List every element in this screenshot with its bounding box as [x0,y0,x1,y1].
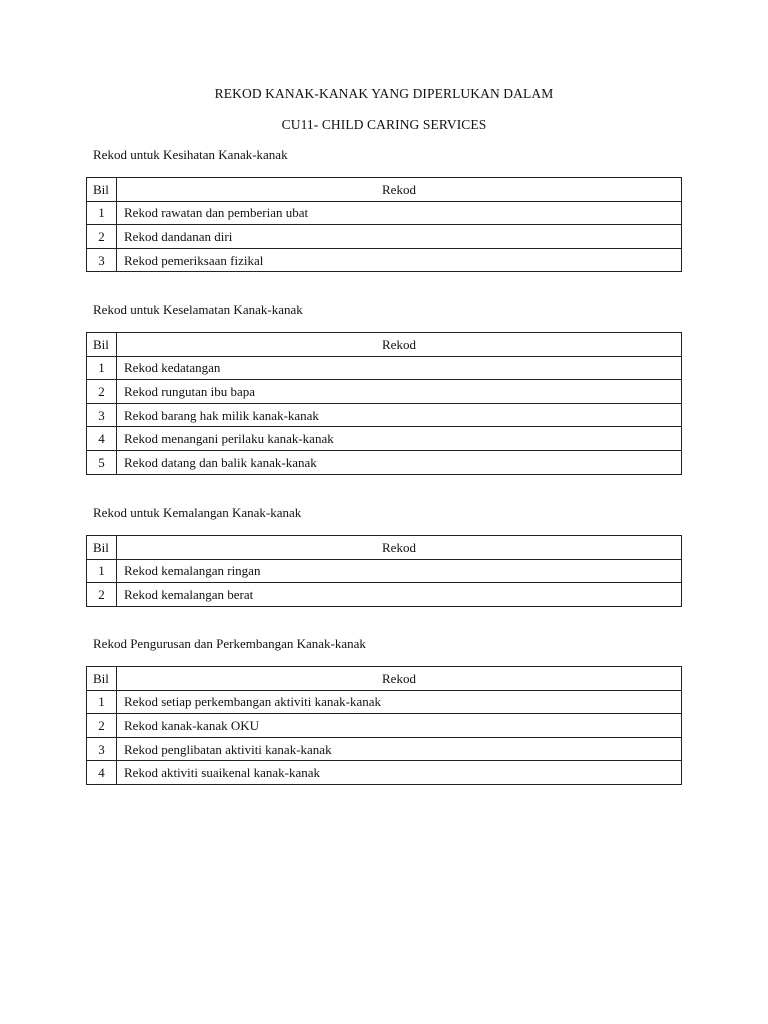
table-pengurusan [86,666,682,785]
row-rekod: Rekod pemeriksaan fizikal [117,248,682,272]
row-bil: 5 [87,450,117,474]
header-rekod: Rekod [117,178,682,202]
section-heading-kesihatan: Rekod untuk Kesihatan Kanak-kanak [93,147,288,162]
document-title: REKOD KANAK-KANAK YANG DIPERLUKAN DALAM [214,86,554,101]
table-row [87,714,682,738]
table-row [87,690,682,714]
header-bil: Bil [87,178,117,202]
table-row [87,356,682,380]
row-rekod: Rekod dandanan diri [117,225,682,249]
table-row [87,403,682,427]
table-row [87,761,682,785]
document-subtitle: CU11- CHILD CARING SERVICES [281,117,487,132]
table-header-row [87,667,682,691]
table-row [87,450,682,474]
table-row [87,427,682,451]
header-bil: Bil [87,333,117,357]
table-row [87,583,682,607]
row-bil: 1 [87,559,117,583]
row-bil: 2 [87,380,117,404]
row-bil: 3 [87,248,117,272]
table-kesihatan [86,177,682,272]
row-bil: 4 [87,427,117,451]
row-bil: 1 [87,356,117,380]
table-keselamatan [86,332,682,475]
table-kemalangan [86,535,682,607]
section-heading-keselamatan: Rekod untuk Keselamatan Kanak-kanak [93,302,303,317]
table-header-row [87,536,682,560]
row-rekod: Rekod aktiviti suaikenal kanak-kanak [117,761,682,785]
header-rekod: Rekod [117,333,682,357]
row-rekod: Rekod barang hak milik kanak-kanak [117,403,682,427]
table-row [87,380,682,404]
row-bil: 3 [87,403,117,427]
row-rekod: Rekod kemalangan berat [117,583,682,607]
header-bil: Bil [87,667,117,691]
header-rekod: Rekod [117,667,682,691]
section-heading-kemalangan: Rekod untuk Kemalangan Kanak-kanak [93,505,302,520]
section-heading-pengurusan: Rekod Pengurusan dan Perkembangan Kanak-kanak [93,636,366,651]
row-bil: 1 [87,201,117,225]
row-rekod: Rekod menangani perilaku kanak-kanak [117,427,682,451]
table-header-row [87,178,682,202]
row-rekod: Rekod penglibatan aktiviti kanak-kanak [117,737,682,761]
table-row [87,225,682,249]
row-rekod: Rekod kedatangan [117,356,682,380]
row-rekod: Rekod rungutan ibu bapa [117,380,682,404]
table-header-row [87,333,682,357]
header-bil: Bil [87,536,117,560]
table-row [87,737,682,761]
row-bil: 3 [87,737,117,761]
row-bil: 4 [87,761,117,785]
row-bil: 2 [87,583,117,607]
table-row [87,201,682,225]
row-bil: 2 [87,225,117,249]
row-rekod: Rekod setiap perkembangan aktiviti kanak-kanak [117,690,682,714]
row-bil: 2 [87,714,117,738]
row-rekod: Rekod rawatan dan pemberian ubat [117,201,682,225]
row-rekod: Rekod kemalangan ringan [117,559,682,583]
header-rekod: Rekod [117,536,682,560]
table-row [87,248,682,272]
table-row [87,559,682,583]
row-bil: 1 [87,690,117,714]
row-rekod: Rekod kanak-kanak OKU [117,714,682,738]
row-rekod: Rekod datang dan balik kanak-kanak [117,450,682,474]
